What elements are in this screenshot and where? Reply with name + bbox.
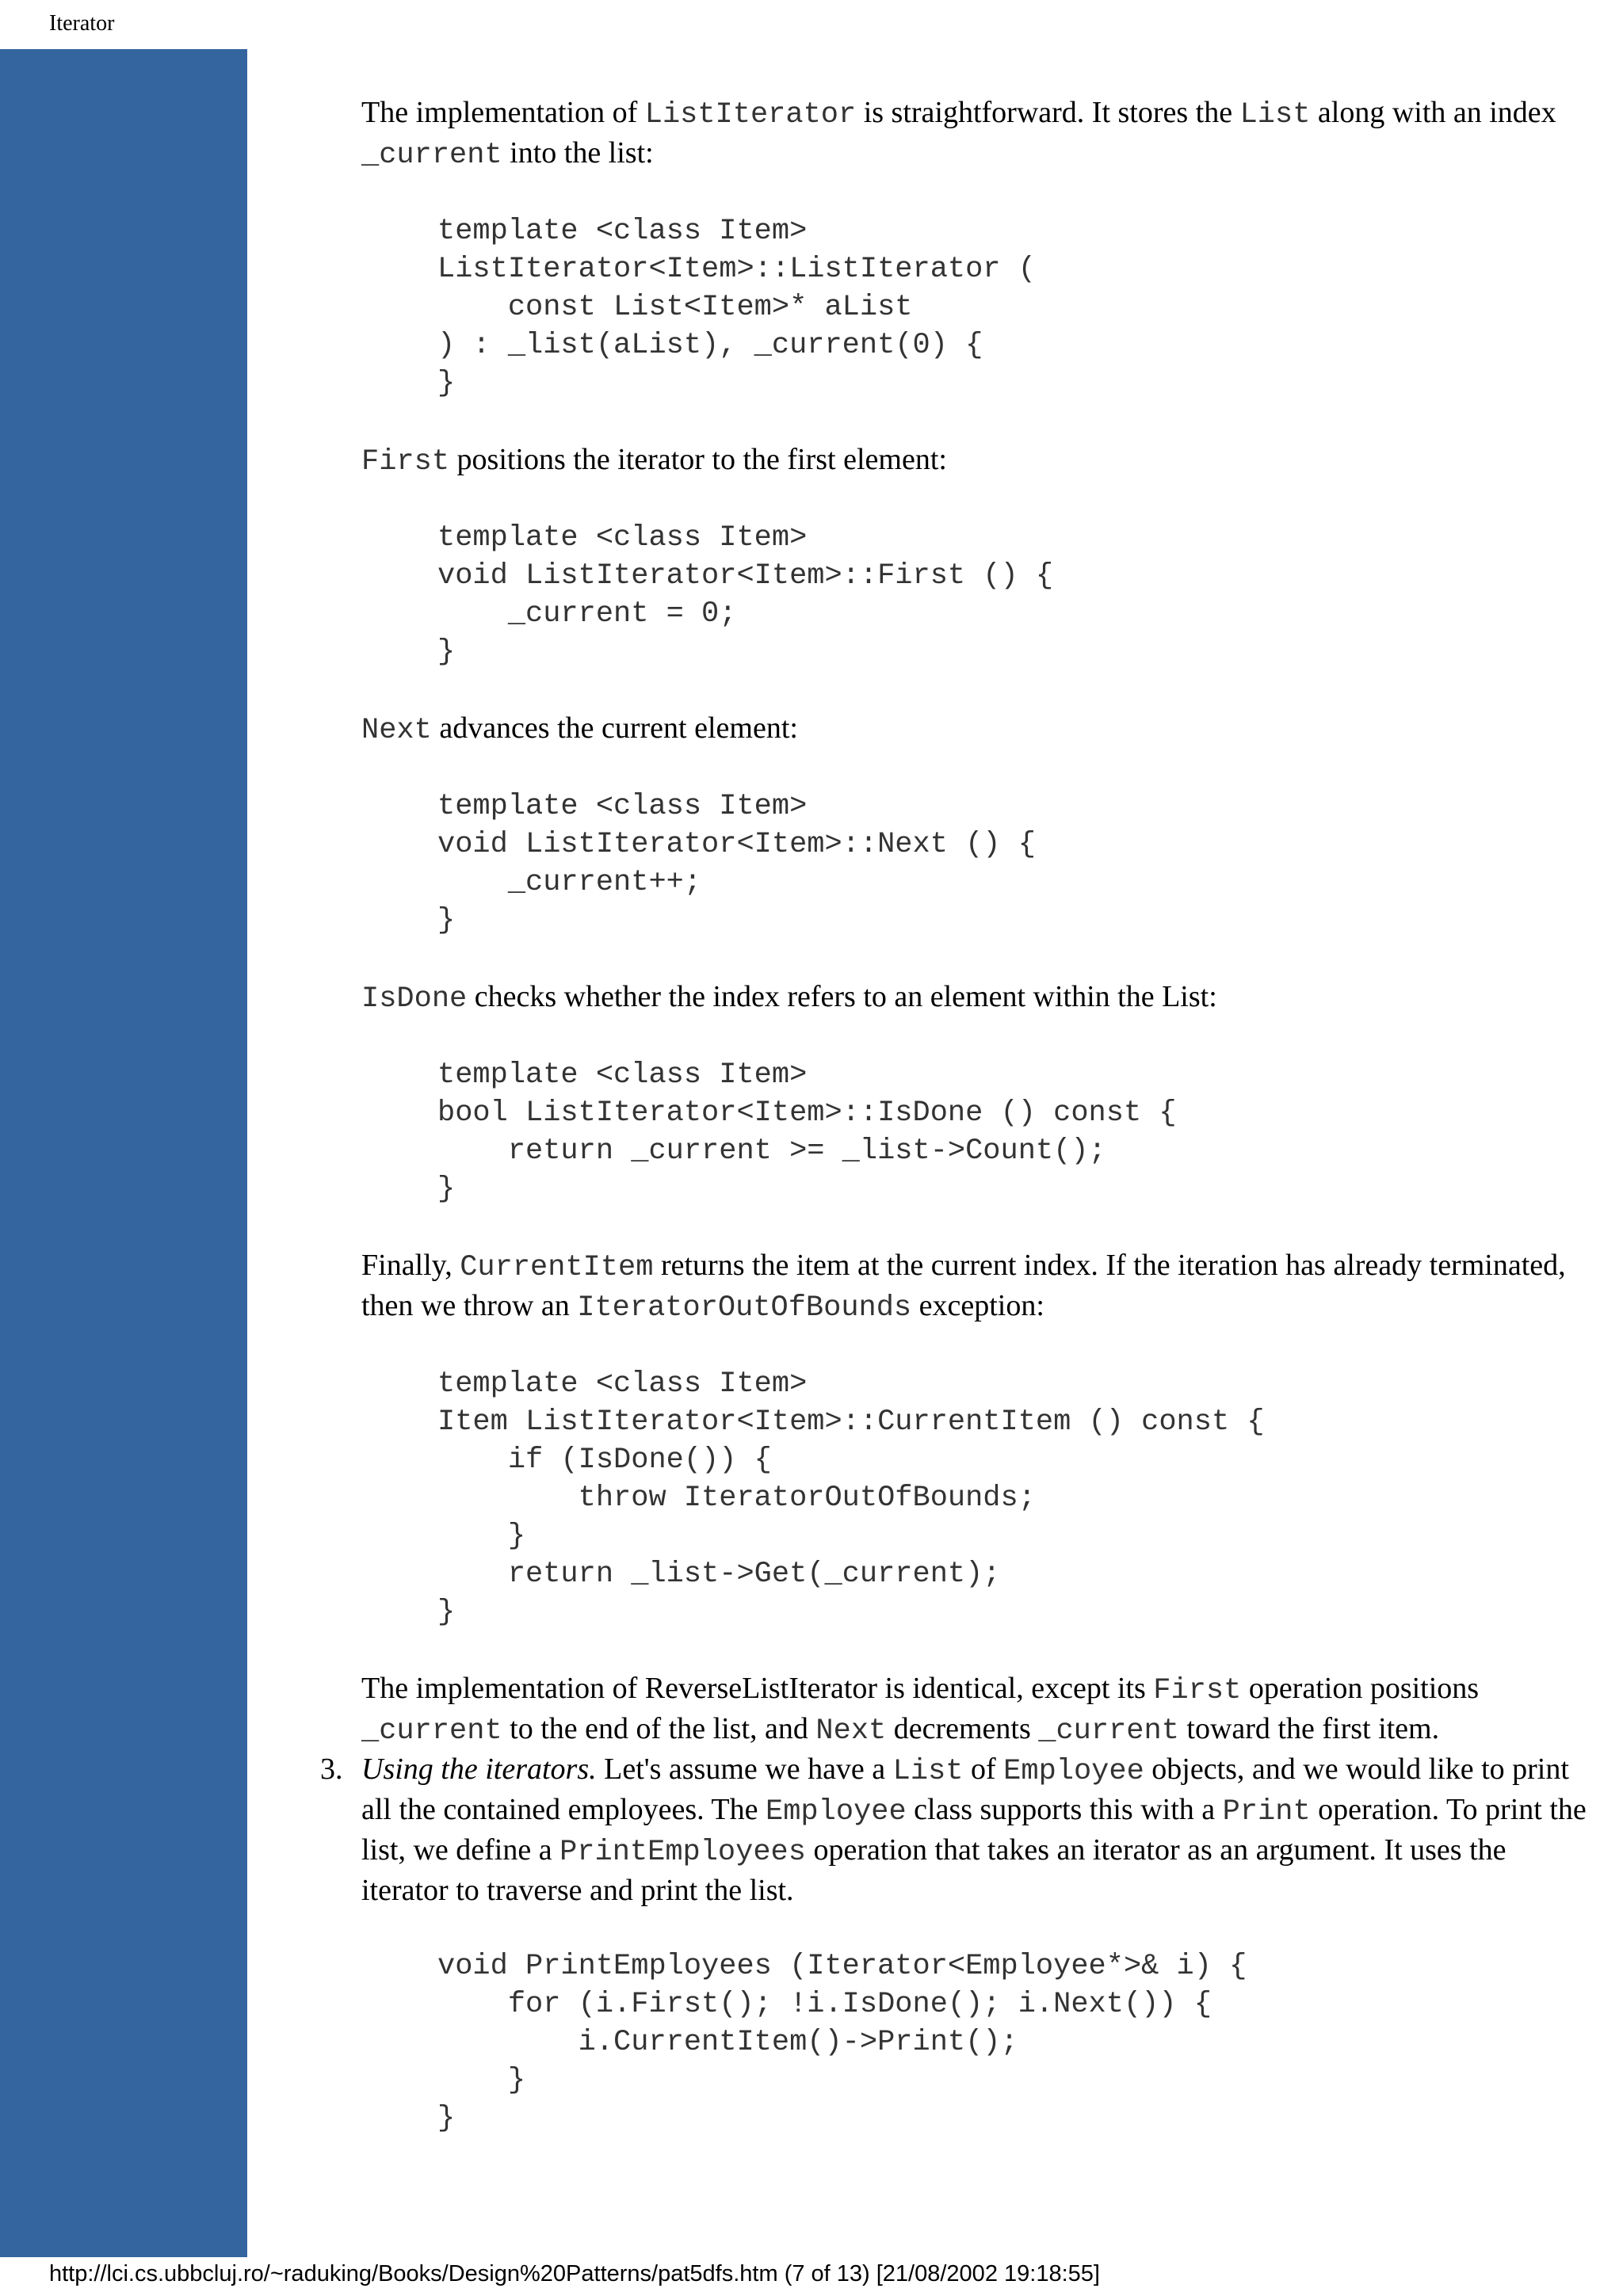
inline-code: List xyxy=(1239,98,1311,132)
text-run: is straightforward. It stores the xyxy=(856,96,1240,129)
italic-text: Using the iterators. xyxy=(361,1753,597,1786)
text-run: toward the first item. xyxy=(1178,1712,1440,1745)
paragraph xyxy=(361,1246,1598,1327)
inline-code: IsDone xyxy=(361,982,468,1016)
paragraph xyxy=(361,441,1598,481)
inline-code: First xyxy=(1153,1674,1242,1707)
text-run: operation. To print the list, we define a xyxy=(361,1793,1587,1867)
code-block: void PrintEmployees (Iterator<Employee*>& i) { for (i.First(); !i.IsDone(); i.Next()) { i.CurrentItem()->Print(); } } xyxy=(437,1950,1247,2135)
inline-code: Employee xyxy=(766,1795,907,1829)
code-block: template <class Item> void ListIterator<Item>::Next () { _current++; } xyxy=(437,790,1036,937)
inline-code: _current xyxy=(361,139,502,172)
text-run: into the list: xyxy=(502,136,654,170)
inline-code: ListIterator xyxy=(644,98,857,132)
text-run: operation that takes an iterator as an argument. It uses the iterator to traverse and print the list. xyxy=(361,1833,1507,1907)
inline-code: _current xyxy=(361,1714,502,1748)
text-run: objects, and we would like to print all the contained employees. The xyxy=(361,1753,1569,1826)
paragraph xyxy=(361,709,1598,749)
sidebar-band xyxy=(0,49,247,2257)
inline-code: Employee xyxy=(1003,1755,1144,1788)
text-run: operation positions xyxy=(1241,1672,1480,1705)
code-block: template <class Item> bool ListIterator<Item>::IsDone () const { return _current >= _list->Count(); } xyxy=(437,1058,1177,1206)
code-block: template <class Item> ListIterator<Item>::ListIterator ( const List<Item>* aList ) : _list(aList), _current(0) { } xyxy=(437,215,1036,400)
text-run: to the end of the list, and xyxy=(502,1712,816,1745)
list-item-number: 3. xyxy=(320,1753,343,1786)
inline-code: List xyxy=(892,1755,964,1788)
text-run: The implementation of xyxy=(361,96,645,129)
text-run: exception: xyxy=(911,1289,1044,1322)
code-block: template <class Item> void ListIterator<Item>::First () { _current = 0; } xyxy=(437,521,1054,669)
code-block: template <class Item> Item ListIterator<Item>::CurrentItem () const { if (IsDone()) { throw IteratorOutOfBounds; } return _list->Get(_current); } xyxy=(437,1367,1265,1629)
text-run: returns the item at the current index. If the iteration has already terminated, then we throw an xyxy=(361,1249,1566,1322)
text-run: Finally, xyxy=(361,1249,460,1282)
text-run: Let's assume we have a xyxy=(596,1753,893,1786)
inline-code: First xyxy=(361,445,450,479)
page-header-title: Iterator xyxy=(49,11,115,36)
text-run: checks whether the index refers to an element within the List: xyxy=(467,980,1217,1013)
paragraph xyxy=(361,978,1598,1018)
inline-code: Next xyxy=(815,1714,887,1748)
document-body xyxy=(320,93,1598,2176)
text-run: class supports this with a xyxy=(906,1793,1223,1826)
inline-code: _current xyxy=(1038,1714,1179,1748)
text-run: along with an index xyxy=(1310,96,1556,129)
list-item xyxy=(320,1750,1598,1909)
inline-code: IteratorOutOfBounds xyxy=(577,1291,912,1325)
text-run: The implementation of ReverseListIterator is identical, except its xyxy=(361,1672,1154,1705)
inline-code: Next xyxy=(361,714,432,747)
list-item-text xyxy=(361,1750,1598,1909)
inline-code: PrintEmployees xyxy=(559,1836,806,1869)
text-run: positions the iterator to the first element: xyxy=(449,443,947,476)
paragraph xyxy=(361,1669,1598,1750)
text-run: of xyxy=(963,1753,1004,1786)
inline-code: Print xyxy=(1222,1795,1311,1829)
text-run: advances the current element: xyxy=(431,711,798,745)
page-footer-url: http://lci.cs.ubbcluj.ro/~raduking/Books/Design%20Patterns/pat5dfs.htm (7 of 13) [21/08/2002 19:18:55] xyxy=(49,2261,1100,2286)
text-run: decrements xyxy=(886,1712,1039,1745)
paragraph xyxy=(361,93,1598,174)
inline-code: CurrentItem xyxy=(460,1251,654,1284)
